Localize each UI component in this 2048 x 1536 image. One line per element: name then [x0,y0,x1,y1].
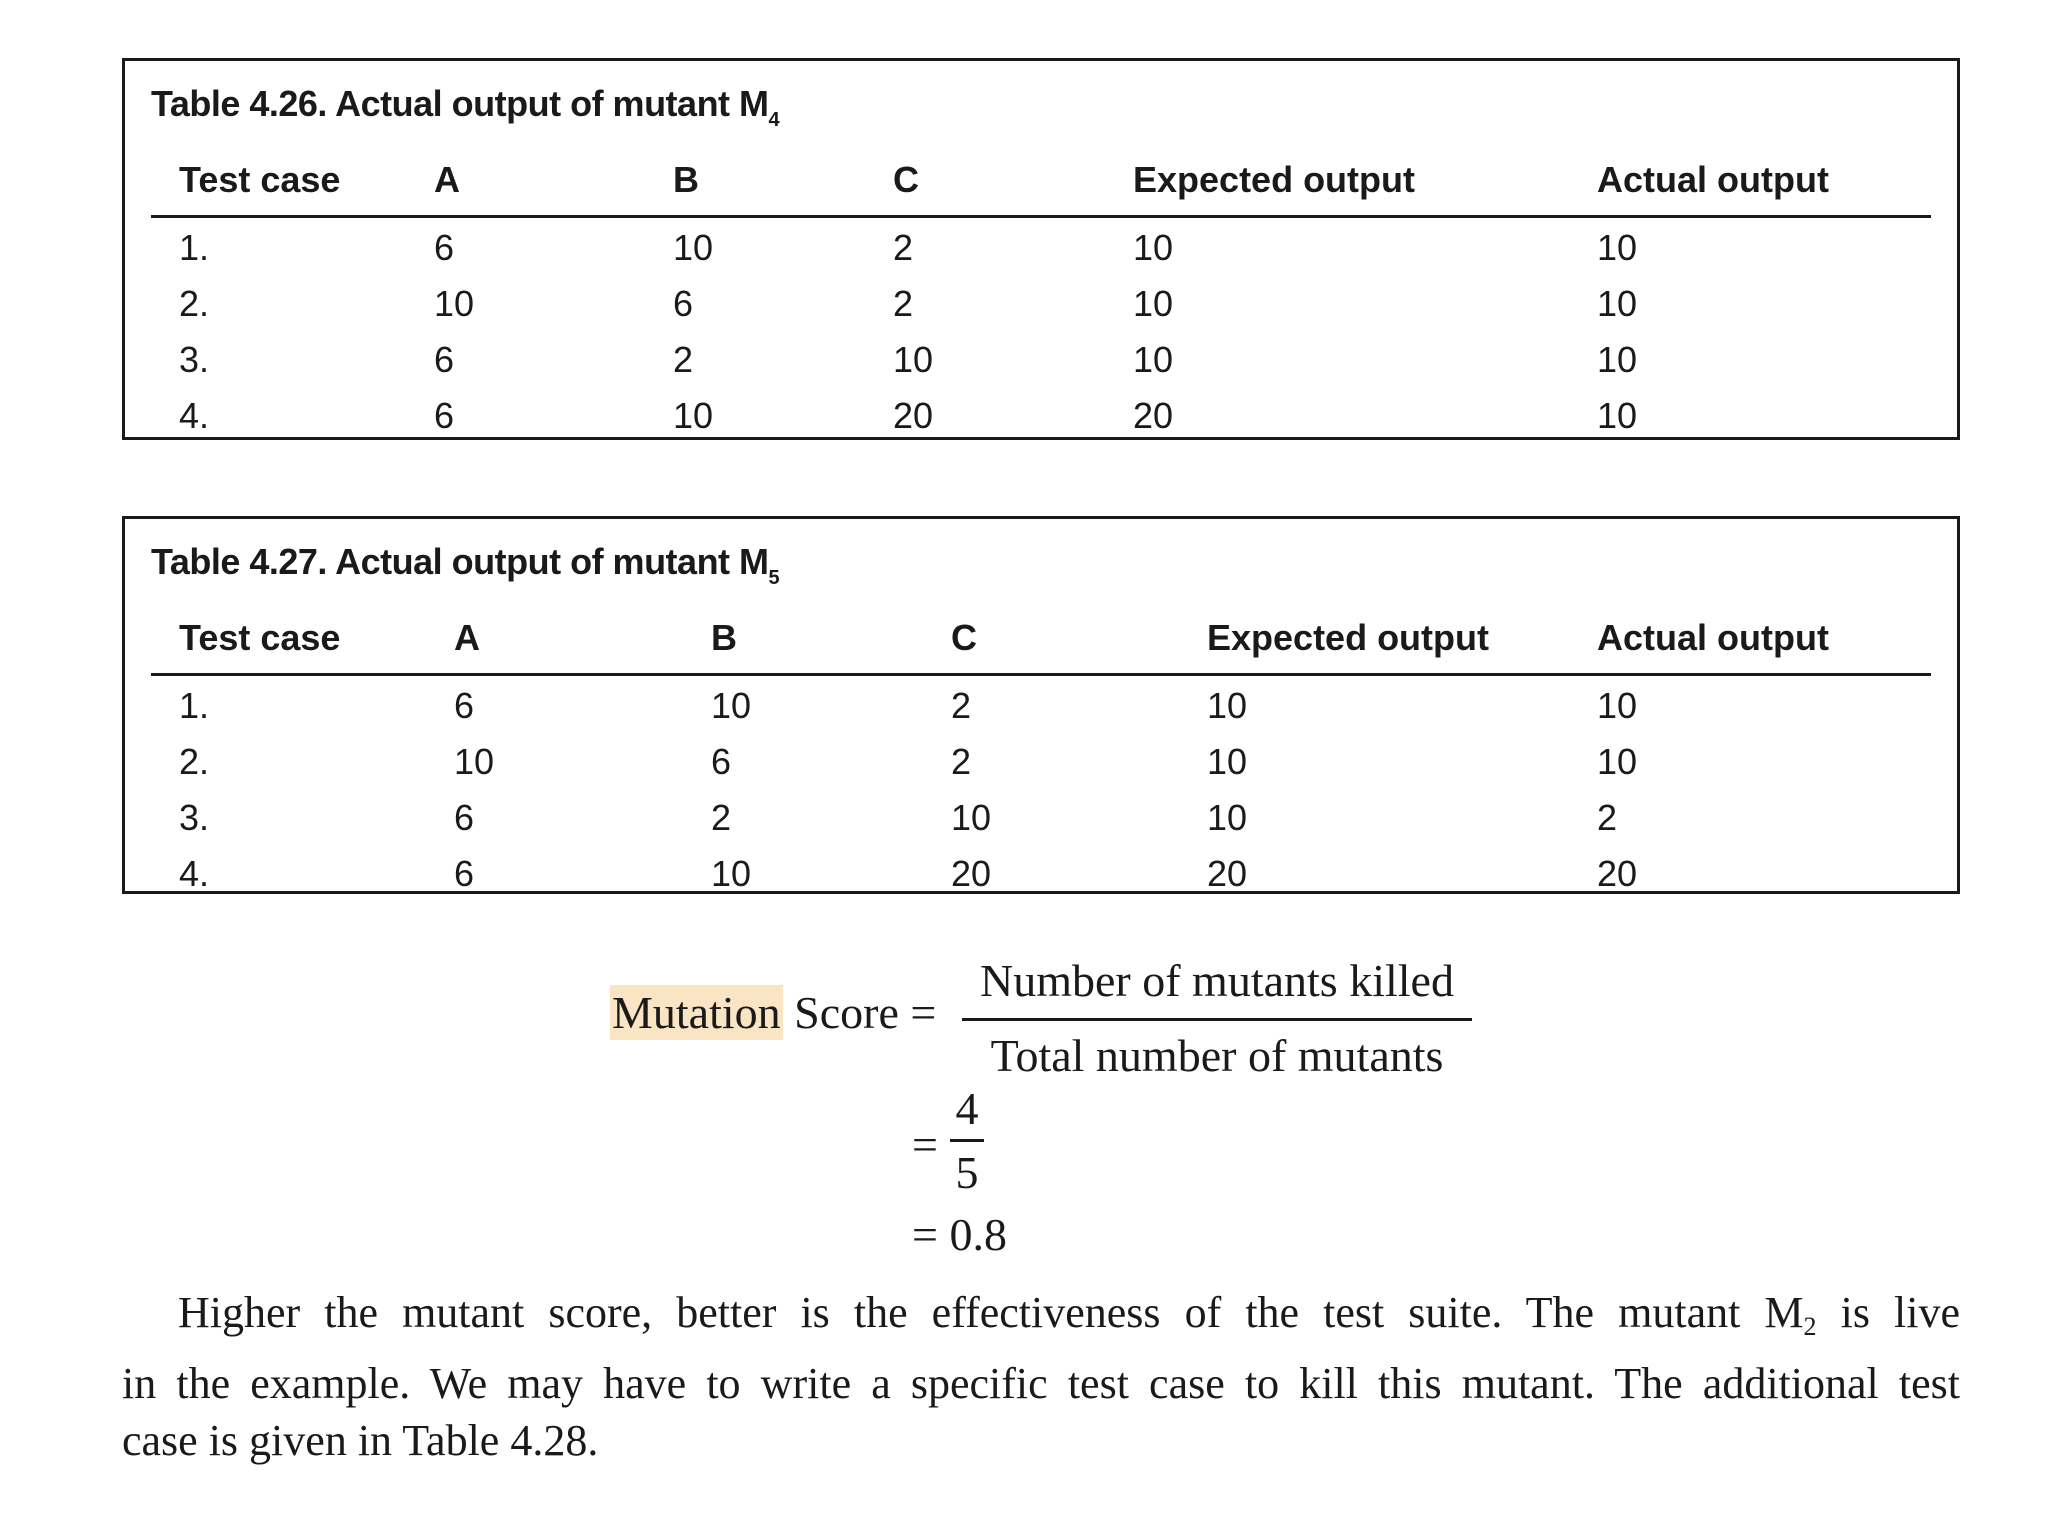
table-body [151,223,1931,447]
table-row [151,279,1931,335]
cell-actual: 10 [1597,395,1638,436]
line1-subscript: 2 [1803,1312,1817,1341]
header-expected-output: Expected output [1133,159,1416,200]
cell-a: 6 [454,853,475,894]
paragraph-line: in the example. We may have to write a specific test case to kill this mutant. The additional test [122,1359,1960,1408]
fraction-bar [962,1018,1472,1021]
caption-subscript: 4 [768,109,780,131]
cell-actual: 10 [1597,227,1638,268]
header-actual-output: Actual output [1597,617,1829,658]
table-row [151,681,1931,737]
table-body [151,681,1931,905]
cell-actual: 10 [1597,283,1638,324]
table-header-row [151,615,1931,676]
cell-b: 2 [711,797,732,838]
cell-b: 10 [673,395,714,436]
cell-b: 6 [673,283,694,324]
caption-text: Actual output of mutant M [335,541,769,582]
cell-expected: 10 [1133,227,1174,268]
table-4-27 [122,516,1960,894]
line1-end: is live [1816,1288,1961,1337]
header-actual-output: Actual output [1597,159,1829,200]
cell-actual: 10 [1597,685,1638,726]
main-fraction [962,954,1472,1082]
cell-expected: 20 [1207,853,1248,894]
header-b: B [673,159,699,200]
cell-b: 2 [673,339,694,380]
small-denominator: 5 [955,1147,979,1198]
cell-b: 10 [711,853,752,894]
score-equals: Score = [782,987,937,1038]
cell-test-case: 1. [179,685,210,726]
table-4-26 [122,58,1960,440]
cell-expected: 10 [1207,685,1248,726]
cell-test-case: 2. [179,741,210,782]
cell-test-case: 1. [179,227,210,268]
table-header-row [151,157,1931,218]
header-b: B [711,617,737,658]
cell-a: 6 [454,685,475,726]
equals-sign: = [912,1119,938,1170]
fraction-numerator: Number of mutants killed [980,955,1454,1006]
line1-text: Higher the mutant score, better is the effectiveness of the test suite. The mutant M [178,1288,1804,1337]
cell-a: 6 [434,339,455,380]
cell-expected: 10 [1207,797,1248,838]
cell-actual: 2 [1597,797,1618,838]
table-caption [151,541,779,590]
table-row [151,335,1931,391]
cell-test-case: 3. [179,339,210,380]
cell-c: 20 [893,395,934,436]
cell-b: 10 [673,227,714,268]
cell-c: 2 [951,741,972,782]
cell-expected: 10 [1133,283,1174,324]
table-row [151,849,1931,905]
header-test-case: Test case [179,159,341,200]
caption-text: Actual output of mutant M [335,83,769,124]
caption-subscript: 5 [768,567,780,589]
cell-c: 2 [951,685,972,726]
cell-actual: 20 [1597,853,1638,894]
cell-c: 10 [893,339,934,380]
cell-c: 10 [951,797,992,838]
cell-test-case: 4. [179,395,210,436]
cell-a: 10 [454,741,495,782]
header-a: A [434,159,460,200]
header-a: A [454,617,480,658]
table-row [151,223,1931,279]
cell-a: 6 [454,797,475,838]
paragraph-line [122,1284,1960,1355]
mutation-score-label [610,986,936,1039]
table-row [151,737,1931,793]
caption-label: Table 4.27. [151,541,327,582]
table-row [151,391,1931,447]
cell-actual: 10 [1597,741,1638,782]
cell-b: 6 [711,741,732,782]
table-row [151,793,1931,849]
cell-test-case: 3. [179,797,210,838]
cell-b: 10 [711,685,752,726]
header-c: C [893,159,919,200]
small-fraction [950,1082,984,1199]
formula-result: = 0.8 [912,1209,1007,1260]
small-fraction-bar [950,1139,984,1142]
caption-label: Table 4.26. [151,83,327,124]
cell-a: 6 [434,227,455,268]
cell-a: 6 [434,395,455,436]
cell-expected: 10 [1133,339,1174,380]
header-test-case: Test case [179,617,341,658]
table-caption [151,83,779,132]
header-expected-output: Expected output [1207,617,1490,658]
cell-test-case: 4. [179,853,210,894]
cell-a: 10 [434,283,475,324]
cell-c: 2 [893,283,914,324]
cell-expected: 20 [1133,395,1174,436]
cell-c: 20 [951,853,992,894]
cell-actual: 10 [1597,339,1638,380]
cell-test-case: 2. [179,283,210,324]
cell-expected: 10 [1207,741,1248,782]
header-c: C [951,617,977,658]
fraction-denominator: Total number of mutants [990,1030,1444,1081]
cell-c: 2 [893,227,914,268]
highlighted-word: Mutation [612,987,781,1038]
body-paragraph [122,1284,1960,1469]
paragraph-line: case is given in Table 4.28. [122,1416,599,1465]
small-numerator: 4 [955,1083,979,1134]
